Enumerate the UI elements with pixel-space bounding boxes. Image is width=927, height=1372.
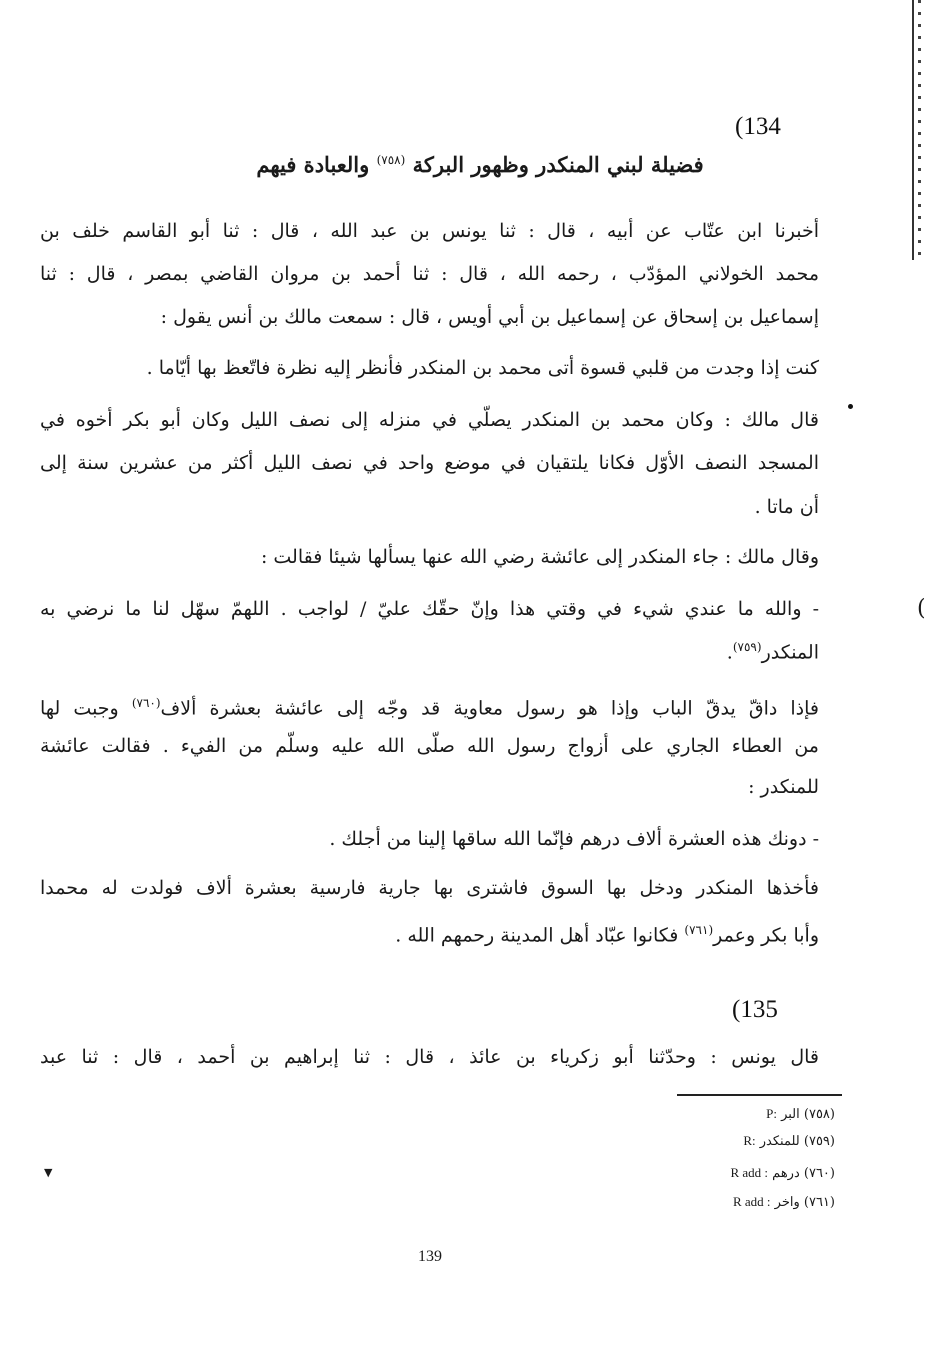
footnote-ref-759: (٧٥٩) [732, 640, 762, 654]
page-number: 139 [418, 1248, 442, 1265]
line-16-start: وأبا بكر وعمر [713, 924, 819, 947]
title-tail: والعبادة فيهم [256, 152, 370, 177]
section-number-134: (134 [735, 113, 781, 140]
section-title [180, 152, 780, 177]
footnote-number: (٧٦٠) [803, 1166, 835, 1181]
footnote-word: درهم [772, 1166, 800, 1181]
section-number-135: (135 [732, 996, 778, 1023]
text-line-10: المنكدر$^{(٧٥٩)}$. [726, 640, 819, 664]
footnote-code: R: [743, 1133, 756, 1148]
text-line-8: وقال مالك : جاء المنكدر إلى عائشة رضي الله عنها يسألها شيئا فقالت : [260, 546, 819, 568]
text-line-9: - والله ما عندي شيء في وقتي هذا وإنّ حقّك عليّ / لواجب . اللهمّ سهّل لنا ما نرضي به [40, 598, 819, 620]
footnote-number: (٧٥٨) [803, 1107, 835, 1122]
text-line-17: قال يونس : وحدّثنا أبو زكرياء بن عائذ ، قال : ثنا إبراهيم بن أحمد ، قال : ثنا عبد [40, 1046, 819, 1068]
line-11-start: فإذا داقّ يدقّ الباب وإذا هو رسول معاوية قد وجّه إلى عائشة بعشرة ألاف [160, 697, 819, 720]
scan-edge-line [912, 0, 914, 260]
footnote-rule [677, 1094, 842, 1096]
footnote-ref-760: (٧٦٠) [131, 696, 161, 710]
line-16-end: فكانوا عبّاد أهل المدينة رحمهم الله . [395, 924, 679, 947]
text-line-3: إسماعيل بن إسحاق عن إسماعيل بن أبي أويس ، قال : سمعت مالك بن أنس يقول : [160, 306, 819, 328]
text-line-1: أخبرنا ابن عتّاب عن أبيه ، قال : ثنا يونس بن عبد الله ، قال : ثنا أبو القاسم خلف بن [40, 220, 819, 242]
footnote-760 [730, 1165, 835, 1181]
footnote-code: P: [766, 1106, 777, 1121]
footnote-ref-761: (٧٦١) [684, 923, 714, 937]
footnote-word: واخر [774, 1195, 800, 1210]
text-line-4: كنت إذا وجدت من قلبي قسوة أتى محمد بن المنكدر فأنظر إليه نظرة فاتّعظ بها أيّاما . [146, 357, 819, 379]
margin-dot [848, 404, 853, 409]
text-line-13: للمنكدر : [748, 776, 819, 798]
scan-edge-marks [918, 0, 921, 260]
margin-triangle: ▼ [44, 1166, 53, 1179]
footnote-word: البر [781, 1107, 800, 1122]
text-line-7: أن ماتا . [754, 496, 819, 518]
text-line-15: فأخذها المنكدر ودخل بها السوق فاشترى بها جارية فارسية بعشرة ألاف فولدت له محمدا [40, 877, 819, 899]
text-line-2: محمد الخولاني المؤدّب ، رحمه الله ، قال : ثنا أحمد بن مروان القاضي بمصر ، قال : ثنا [40, 263, 819, 285]
title-main: فضيلة لبني المنكدر وظهور البركة [412, 152, 704, 177]
text-line-12: من العطاء الجاري على أزواج رسول الله صلّى الله عليه وسلّم من الفيء . فقالت عائشة [40, 735, 819, 757]
text-line-11 [40, 688, 819, 718]
text-line-14: - دونك هذه العشرة ألاف درهم فإنّما الله ساقها إلينا من أجلك . [329, 828, 819, 850]
title-footnote-ref: (٧٥٨) [376, 153, 406, 167]
footnote-number: (٧٦١) [803, 1195, 835, 1210]
text-line-5: قال مالك : وكان محمد بن المنكدر يصلّي في منزله إلى نصف الليل وكان أبو بكر أخوه في [40, 409, 819, 431]
footnote-code: R add : [730, 1165, 769, 1180]
footnote-761 [733, 1194, 835, 1210]
footnote-code: R add : [732, 1194, 771, 1209]
text-line-16 [395, 915, 819, 945]
text-line-6: المسجد النصف الأوّل فكانا يلتقيان في موضع واحد في نصف الليل أكثر من عشرين سنة إلى [40, 452, 819, 474]
line-11-end: وجبت لها [40, 697, 119, 720]
line-10-word: المنكدر [761, 641, 819, 664]
footnote-word: للمنكدر [759, 1134, 800, 1149]
footnote-number: (٧٥٩) [803, 1134, 835, 1149]
footnote-758 [766, 1106, 835, 1122]
footnote-759 [743, 1133, 835, 1149]
margin-paren: ( [917, 596, 926, 621]
